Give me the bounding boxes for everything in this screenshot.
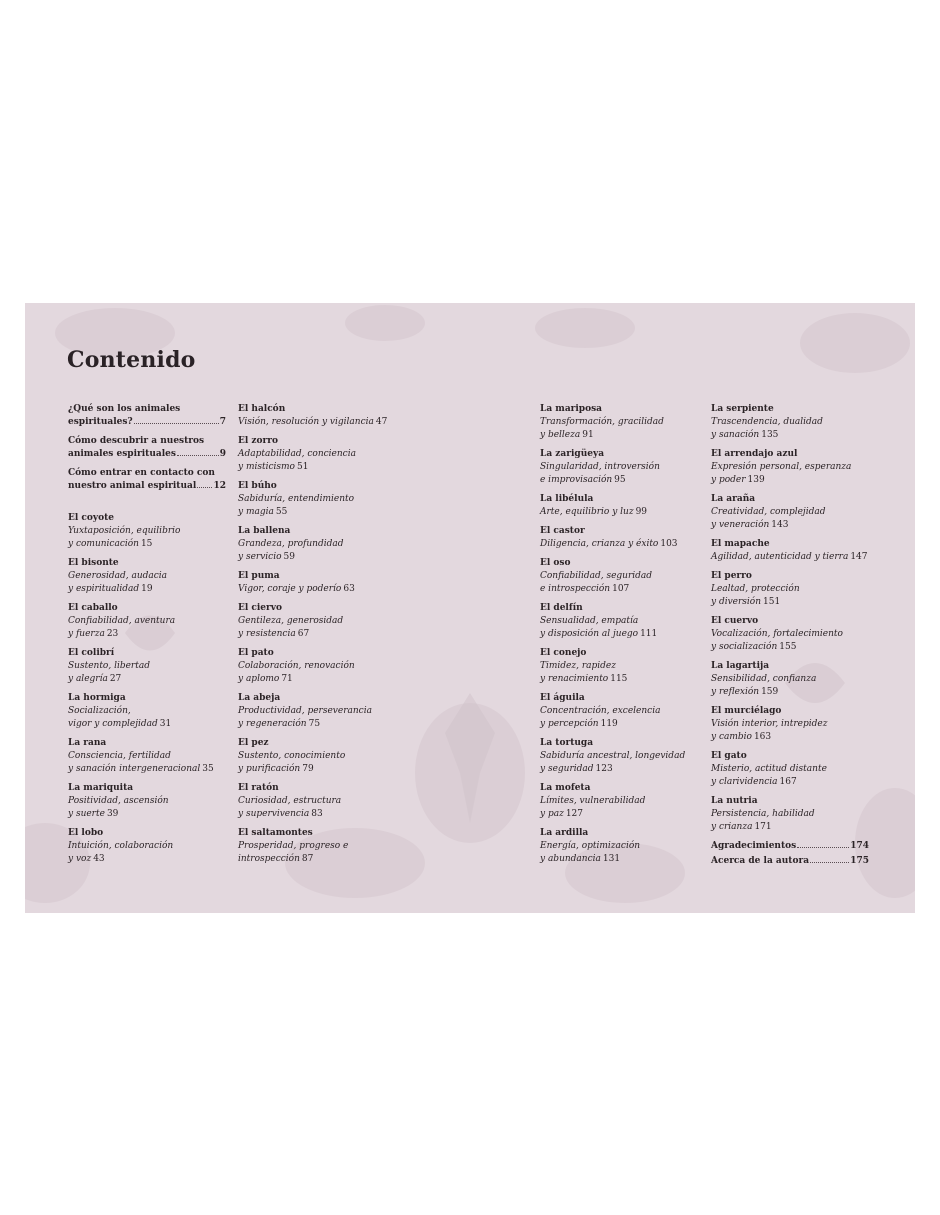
animal-qualities: Sensualidad, empatía bbox=[540, 616, 639, 626]
toc-line-text: y sanación bbox=[711, 430, 760, 440]
animal-qualities: Confiabilidad, seguridad bbox=[540, 571, 653, 581]
toc-line-text: Visión, resolución y vigilancia bbox=[238, 417, 374, 427]
page-number: 155 bbox=[779, 642, 797, 652]
toc-line-text: y servicio bbox=[238, 552, 282, 562]
toc-line-with-page bbox=[540, 506, 698, 519]
animal-qualities: Sensibilidad, confianza bbox=[711, 674, 817, 684]
toc-entry-intro bbox=[68, 467, 226, 493]
toc-entry-animal bbox=[540, 827, 698, 866]
animal-name: El colibrí bbox=[68, 648, 115, 658]
toc-column-4 bbox=[711, 403, 869, 870]
page-number: 167 bbox=[779, 777, 797, 787]
toc-entry-animal bbox=[711, 403, 869, 442]
toc-line-with-page bbox=[711, 641, 869, 654]
page-number: 87 bbox=[301, 854, 314, 864]
toc-line-with-page bbox=[68, 718, 226, 731]
page-number: 47 bbox=[375, 417, 388, 427]
animal-name: El gato bbox=[711, 751, 747, 761]
page-number: 123 bbox=[595, 764, 613, 774]
toc-line-text: y cambio bbox=[711, 732, 752, 742]
toc-line-with-page bbox=[68, 673, 226, 686]
toc-entry-animal bbox=[711, 570, 869, 609]
page-number: 71 bbox=[281, 674, 293, 684]
animal-name: El murciélago bbox=[711, 706, 782, 716]
toc-line-with-page bbox=[711, 840, 869, 853]
toc-entry-intro bbox=[68, 403, 226, 429]
toc-entry-animal bbox=[540, 647, 698, 686]
page-number: 171 bbox=[754, 822, 772, 832]
toc-entry-animal bbox=[711, 705, 869, 744]
toc-entry-title: ¿Qué son los animales bbox=[68, 404, 181, 414]
animal-name: El águila bbox=[540, 693, 585, 703]
toc-entry-closing bbox=[711, 840, 869, 853]
toc-entry-animal bbox=[68, 782, 226, 821]
animal-name: La abeja bbox=[238, 693, 281, 703]
toc-entry-animal bbox=[540, 525, 698, 551]
toc-line-text: animales espirituales bbox=[68, 449, 176, 459]
animal-name: El castor bbox=[540, 526, 585, 536]
page-number: 174 bbox=[850, 841, 869, 851]
toc-line-with-page bbox=[68, 808, 226, 821]
toc-line-text: y resistencia bbox=[238, 629, 296, 639]
toc-entry-animal bbox=[540, 557, 698, 596]
toc-entry-animal bbox=[238, 480, 396, 519]
toc-entry-animal bbox=[68, 737, 226, 776]
toc-entry-animal bbox=[711, 493, 869, 532]
toc-entry-title: Cómo descubrir a nuestros bbox=[68, 436, 205, 446]
animal-qualities: Concentración, excelencia bbox=[540, 706, 661, 716]
page-number: 43 bbox=[93, 854, 105, 864]
animal-qualities: Sabiduría ancestral, longevidad bbox=[540, 751, 686, 761]
toc-line-text: y aplomo bbox=[238, 674, 280, 684]
page-number: 147 bbox=[850, 552, 868, 562]
toc-line-text: y reflexión bbox=[711, 687, 760, 697]
animal-qualities: Generosidad, audacia bbox=[68, 571, 168, 581]
toc-entry-animal bbox=[238, 602, 396, 641]
toc-entry-animal bbox=[68, 602, 226, 641]
animal-qualities: Timidez, rapidez bbox=[540, 661, 616, 671]
toc-entry-animal bbox=[540, 403, 698, 442]
animal-name: El saltamontes bbox=[238, 828, 313, 838]
toc-line-text: Vigor, coraje y poderío bbox=[238, 584, 342, 594]
page-number: 27 bbox=[109, 674, 122, 684]
animal-name: El pato bbox=[238, 648, 274, 658]
page-number: 7 bbox=[219, 417, 226, 427]
dot-leader bbox=[177, 455, 219, 456]
animal-name: La mariposa bbox=[540, 404, 603, 414]
toc-entry-animal bbox=[238, 737, 396, 776]
animal-name: El caballo bbox=[68, 603, 118, 613]
toc-line-text: y paz bbox=[540, 809, 564, 819]
toc-entry-animal bbox=[68, 827, 226, 866]
toc-line-with-page bbox=[711, 731, 869, 744]
animal-name: El coyote bbox=[68, 513, 115, 523]
page-number: 39 bbox=[106, 809, 119, 819]
book-spread bbox=[25, 303, 915, 913]
page-number: 91 bbox=[582, 430, 594, 440]
toc-entry-animal bbox=[711, 448, 869, 487]
animal-qualities: Consciencia, fertilidad bbox=[68, 751, 171, 761]
animal-qualities: Singularidad, introversión bbox=[540, 462, 660, 472]
toc-line-text: y voz bbox=[68, 854, 92, 864]
toc-line-with-page bbox=[711, 474, 869, 487]
toc-line-with-page bbox=[68, 416, 226, 429]
toc-entry-animal bbox=[238, 827, 396, 866]
page-number: 79 bbox=[302, 764, 314, 774]
toc-entry-animal bbox=[238, 403, 396, 429]
toc-line-with-page bbox=[711, 596, 869, 609]
toc-line-with-page bbox=[540, 474, 698, 487]
toc-line-with-page bbox=[68, 628, 226, 641]
toc-line-text: y renacimiento bbox=[540, 674, 609, 684]
animal-name: El búho bbox=[238, 481, 277, 491]
toc-line-text: Arte, equilibrio y luz bbox=[540, 507, 634, 517]
toc-entry-animal bbox=[68, 692, 226, 731]
page-number: 175 bbox=[850, 856, 869, 866]
toc-line-with-page bbox=[540, 429, 698, 442]
animal-name: El pez bbox=[238, 738, 269, 748]
toc-entry-closing bbox=[711, 855, 869, 868]
toc-entry-animal bbox=[711, 750, 869, 789]
toc-column-2 bbox=[238, 403, 396, 872]
toc-line-text: Agradecimientos bbox=[711, 841, 797, 851]
page-number: 23 bbox=[106, 629, 119, 639]
toc-line-text: y diversión bbox=[711, 597, 762, 607]
page-number: 111 bbox=[640, 629, 658, 639]
animal-qualities: Persistencia, habilidad bbox=[711, 809, 815, 819]
animal-name: La mofeta bbox=[540, 783, 591, 793]
toc-line-with-page bbox=[711, 551, 869, 564]
toc-line-with-page bbox=[238, 416, 396, 429]
toc-entry-animal bbox=[540, 493, 698, 519]
animal-name: El oso bbox=[540, 558, 571, 568]
toc-line-text: Acerca de la autora bbox=[711, 856, 810, 866]
page-number: 151 bbox=[763, 597, 781, 607]
animal-name: El cuervo bbox=[711, 616, 759, 626]
page-number: 135 bbox=[761, 430, 779, 440]
toc-entry-animal bbox=[238, 692, 396, 731]
animal-name: La rana bbox=[68, 738, 107, 748]
page-number: 19 bbox=[141, 584, 153, 594]
animal-name: El ratón bbox=[238, 783, 279, 793]
animal-name: El halcón bbox=[238, 404, 286, 414]
toc-line-with-page bbox=[711, 855, 869, 868]
toc-entry-animal bbox=[540, 737, 698, 776]
animal-qualities: Expresión personal, esperanza bbox=[711, 462, 852, 472]
animal-qualities: Vocalización, fortalecimiento bbox=[711, 629, 843, 639]
animal-qualities: Visión interior, intrepidez bbox=[711, 719, 828, 729]
toc-line-text: y seguridad bbox=[540, 764, 594, 774]
page-number: 99 bbox=[635, 507, 648, 517]
toc-line-with-page bbox=[711, 776, 869, 789]
toc-line-with-page bbox=[540, 673, 698, 686]
toc-column-1 bbox=[68, 403, 226, 872]
page-number: 31 bbox=[159, 719, 172, 729]
toc-line-with-page bbox=[540, 808, 698, 821]
animal-qualities: Intuición, colaboración bbox=[68, 841, 174, 851]
toc-entry-animal bbox=[711, 660, 869, 699]
dot-leader bbox=[134, 423, 219, 424]
animal-name: El ciervo bbox=[238, 603, 283, 613]
toc-line-with-page bbox=[540, 628, 698, 641]
animal-name: El bisonte bbox=[68, 558, 119, 568]
animal-qualities: Confiabilidad, aventura bbox=[68, 616, 176, 626]
animal-name: El puma bbox=[238, 571, 280, 581]
toc-line-text: y supervivencia bbox=[238, 809, 310, 819]
toc-line-text: y comunicación bbox=[68, 539, 139, 549]
toc-line-with-page bbox=[711, 821, 869, 834]
toc-line-with-page bbox=[238, 506, 396, 519]
animal-qualities: Lealtad, protección bbox=[711, 584, 800, 594]
toc-entry-animal bbox=[238, 782, 396, 821]
animal-qualities: Límites, vulnerabilidad bbox=[540, 796, 646, 806]
toc-column-3 bbox=[540, 403, 698, 872]
toc-line-text: y abundancia bbox=[540, 854, 601, 864]
toc-line-with-page bbox=[238, 853, 396, 866]
toc-line-text: y suerte bbox=[68, 809, 105, 819]
animal-qualities: Energía, optimización bbox=[540, 841, 641, 851]
animal-name: La serpiente bbox=[711, 404, 774, 414]
toc-line-with-page bbox=[540, 763, 698, 776]
toc-entry-animal bbox=[68, 557, 226, 596]
page-number: 15 bbox=[140, 539, 153, 549]
page-number: 159 bbox=[761, 687, 779, 697]
toc-entry-animal bbox=[238, 647, 396, 686]
toc-entry-animal bbox=[540, 692, 698, 731]
animal-name: La libélula bbox=[540, 494, 594, 504]
toc-entry-title: Cómo entrar en contacto con bbox=[68, 468, 215, 478]
toc-line-text: y veneración bbox=[711, 520, 770, 530]
toc-entry-animal bbox=[540, 448, 698, 487]
animal-qualities: Socialización, bbox=[68, 706, 131, 716]
toc-entry-animal bbox=[68, 647, 226, 686]
toc-line-text: vigor y complejidad bbox=[68, 719, 158, 729]
page-number: 163 bbox=[753, 732, 772, 742]
animal-qualities: Sustento, conocimiento bbox=[238, 751, 346, 761]
page-number: 12 bbox=[213, 481, 226, 491]
animal-qualities: Adaptabilidad, conciencia bbox=[238, 449, 356, 459]
animal-qualities: Positividad, ascensión bbox=[68, 796, 169, 806]
page-number: 107 bbox=[612, 584, 630, 594]
toc-line-with-page bbox=[238, 673, 396, 686]
toc-line-text: Diligencia, crianza y éxito bbox=[540, 539, 659, 549]
toc-entry-animal bbox=[711, 795, 869, 834]
page-number: 55 bbox=[275, 507, 288, 517]
toc-line-text: espirituales? bbox=[68, 417, 133, 427]
toc-line-with-page bbox=[68, 583, 226, 596]
toc-entry-animal bbox=[238, 570, 396, 596]
animal-qualities: Sustento, libertad bbox=[68, 661, 150, 671]
animal-qualities: Gentileza, generosidad bbox=[238, 616, 344, 626]
animal-qualities: Grandeza, profundidad bbox=[238, 539, 344, 549]
page-number: 75 bbox=[308, 719, 321, 729]
animal-qualities: Yuxtaposición, equilibrio bbox=[68, 526, 181, 536]
animal-qualities: Misterio, actitud distante bbox=[711, 764, 827, 774]
animal-name: El mapache bbox=[711, 539, 770, 549]
animal-name: La tortuga bbox=[540, 738, 594, 748]
toc-line-text: y clarividencia bbox=[711, 777, 778, 787]
toc-line-with-page bbox=[540, 538, 698, 551]
toc-line-with-page bbox=[68, 763, 226, 776]
toc-line-with-page bbox=[711, 429, 869, 442]
toc-line-text: nuestro animal espiritual bbox=[68, 481, 197, 491]
toc-line-with-page bbox=[540, 853, 698, 866]
toc-line-text: y regeneración bbox=[238, 719, 307, 729]
page-number: 67 bbox=[297, 629, 310, 639]
toc-line-with-page bbox=[711, 686, 869, 699]
page-title: Contenido bbox=[67, 347, 196, 373]
toc-line-text: y sanación intergeneracional bbox=[68, 764, 201, 774]
animal-qualities: Creatividad, complejidad bbox=[711, 507, 826, 517]
toc-entry-animal bbox=[540, 602, 698, 641]
animal-qualities: Trascendencia, dualidad bbox=[711, 417, 823, 427]
toc-line-with-page bbox=[238, 583, 396, 596]
animal-qualities: Prosperidad, progreso e bbox=[238, 841, 349, 851]
page-number: 35 bbox=[202, 764, 214, 774]
page-number: 9 bbox=[219, 449, 226, 459]
toc-line-with-page bbox=[68, 448, 226, 461]
page-number: 143 bbox=[771, 520, 789, 530]
toc-line-text: introspección bbox=[238, 854, 300, 864]
toc-line-with-page bbox=[238, 628, 396, 641]
dot-leader bbox=[810, 862, 849, 863]
toc-entry-animal bbox=[238, 435, 396, 474]
page-number: 63 bbox=[343, 584, 355, 594]
toc-line-text: Agilidad, autenticidad y tierra bbox=[711, 552, 849, 562]
page-number: 59 bbox=[283, 552, 295, 562]
animal-qualities: Colaboración, renovación bbox=[238, 661, 355, 671]
toc-line-text: y magia bbox=[238, 507, 274, 517]
toc-line-with-page bbox=[68, 480, 226, 493]
toc-line-text: y misticismo bbox=[238, 462, 295, 472]
animal-name: La lagartija bbox=[711, 661, 770, 671]
page-number: 127 bbox=[565, 809, 584, 819]
toc-line-text: y poder bbox=[711, 475, 746, 485]
animal-qualities: Productividad, perseverancia bbox=[238, 706, 372, 716]
toc-line-text: e improvisación bbox=[540, 475, 613, 485]
page-number: 115 bbox=[610, 674, 628, 684]
page-number: 83 bbox=[311, 809, 323, 819]
toc-line-text: y espiritualidad bbox=[68, 584, 140, 594]
animal-name: La zarigüeya bbox=[540, 449, 605, 459]
page-number: 95 bbox=[614, 475, 626, 485]
toc-line-with-page bbox=[540, 718, 698, 731]
toc-line-with-page bbox=[238, 763, 396, 776]
toc-entry-animal bbox=[68, 512, 226, 551]
toc-line-with-page bbox=[238, 551, 396, 564]
animal-name: El lobo bbox=[68, 828, 104, 838]
page-number: 103 bbox=[660, 539, 678, 549]
toc-line-text: y percepción bbox=[540, 719, 599, 729]
animal-qualities: Curiosidad, estructura bbox=[238, 796, 342, 806]
toc-line-with-page bbox=[238, 461, 396, 474]
toc-entry-animal bbox=[711, 538, 869, 564]
toc-line-with-page bbox=[238, 808, 396, 821]
page-number: 131 bbox=[602, 854, 621, 864]
dot-leader bbox=[197, 487, 212, 488]
toc-line-with-page bbox=[238, 718, 396, 731]
toc-line-with-page bbox=[68, 853, 226, 866]
page-number: 139 bbox=[747, 475, 765, 485]
animal-qualities: Sabiduría, entendimiento bbox=[238, 494, 355, 504]
toc-line-with-page bbox=[540, 583, 698, 596]
animal-name: El perro bbox=[711, 571, 752, 581]
animal-name: La ballena bbox=[238, 526, 291, 536]
animal-name: La nutria bbox=[711, 796, 758, 806]
toc-entry-intro bbox=[68, 435, 226, 461]
animal-name: La araña bbox=[711, 494, 756, 504]
page-number: 119 bbox=[600, 719, 618, 729]
toc-line-with-page bbox=[68, 538, 226, 551]
page-number: 51 bbox=[296, 462, 309, 472]
toc-line-text: y belleza bbox=[540, 430, 581, 440]
toc-line-text: y disposición al juego bbox=[540, 629, 639, 639]
animal-name: La mariquita bbox=[68, 783, 134, 793]
toc-entry-animal bbox=[238, 525, 396, 564]
toc-entry-animal bbox=[540, 782, 698, 821]
toc-line-with-page bbox=[711, 519, 869, 532]
animal-name: El delfín bbox=[540, 603, 583, 613]
animal-name: El conejo bbox=[540, 648, 587, 658]
toc-line-text: y alegría bbox=[68, 674, 108, 684]
toc-line-text: y purificación bbox=[238, 764, 301, 774]
animal-name: El zorro bbox=[238, 436, 279, 446]
animal-name: El arrendajo azul bbox=[711, 449, 798, 459]
animal-name: La ardilla bbox=[540, 828, 589, 838]
animal-name: La hormiga bbox=[68, 693, 126, 703]
dot-leader bbox=[797, 847, 849, 848]
animal-qualities: Transformación, gracilidad bbox=[540, 417, 664, 427]
toc-line-text: y crianza bbox=[711, 822, 753, 832]
toc-line-text: y fuerza bbox=[68, 629, 105, 639]
toc-entry-animal bbox=[711, 615, 869, 654]
toc-line-text: e introspección bbox=[540, 584, 611, 594]
toc-line-text: y socialización bbox=[711, 642, 778, 652]
